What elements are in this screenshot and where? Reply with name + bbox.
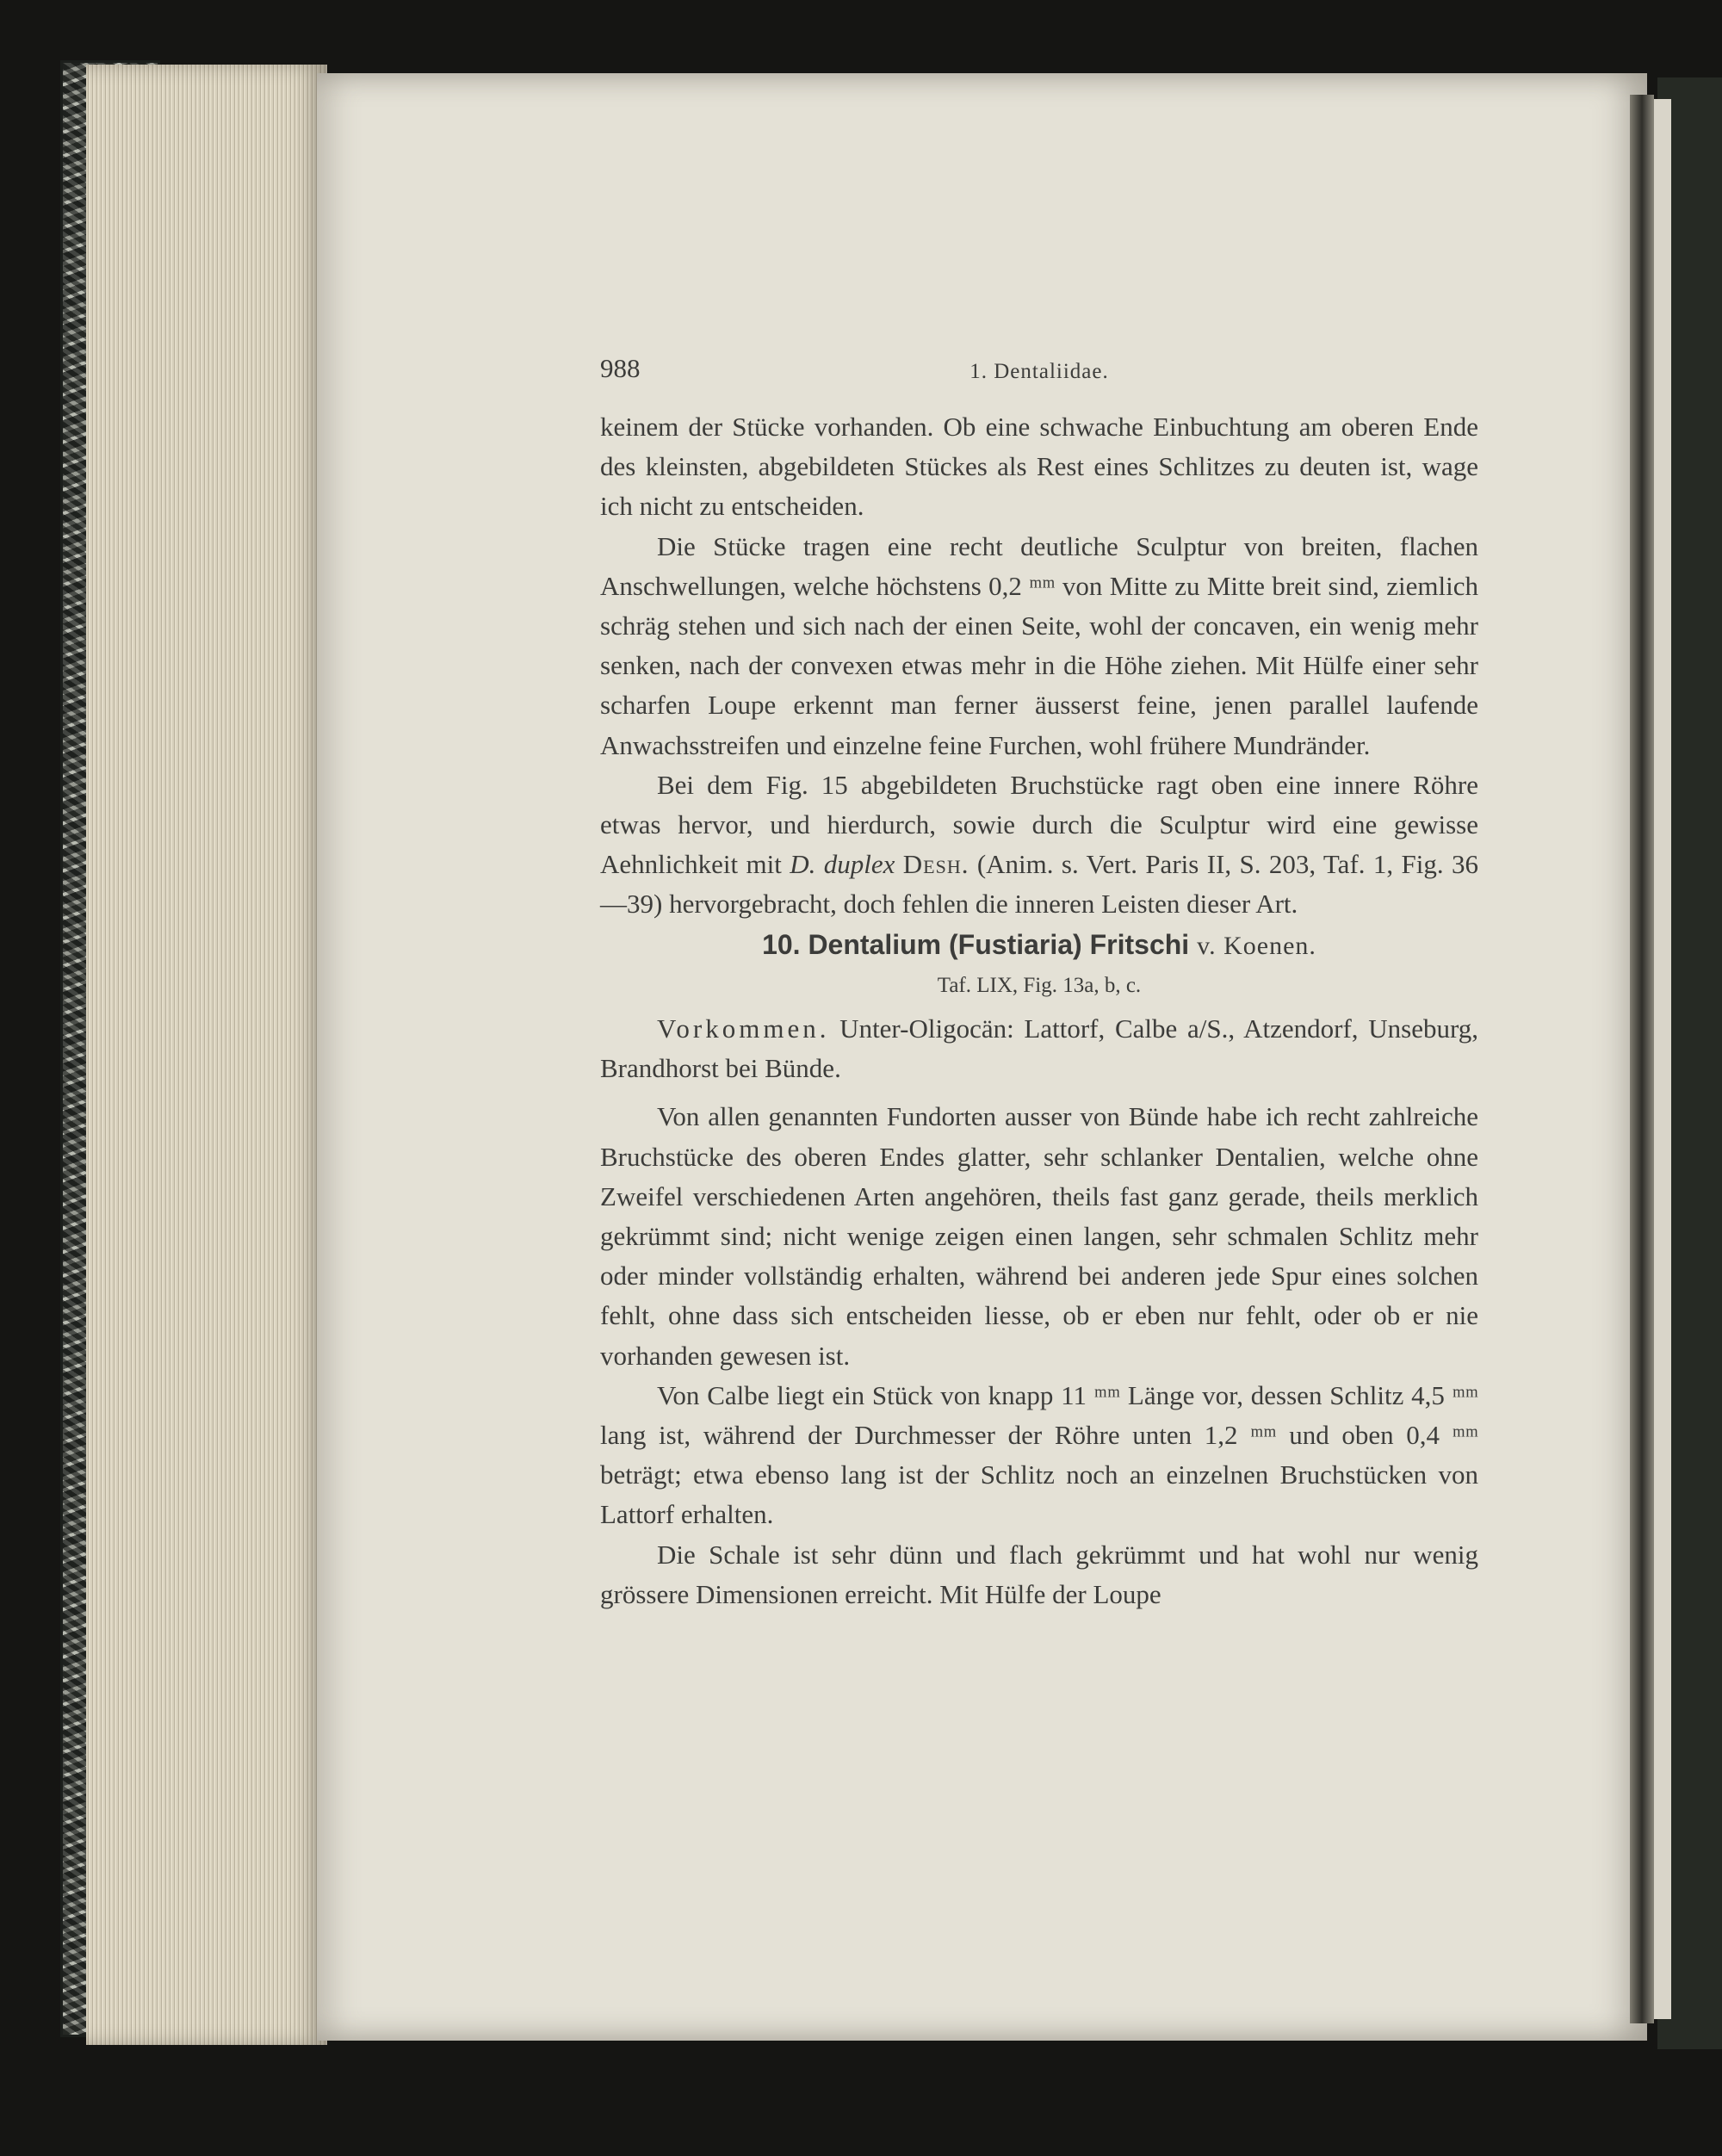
occurrence-text: Unter-Oligocän: Lattorf, Calbe a/S., Atzendorf, Unseburg, Brandhorst bei Bünde.	[600, 1013, 1478, 1084]
book-gutter	[1630, 95, 1654, 2023]
species-name-italic: D. duplex	[790, 849, 895, 880]
page-text	[600, 349, 1478, 1614]
paragraph: Die Schale ist sehr dünn und flach gekrümmt und hat wohl nur wenig grössere Dimensionen erreicht. Mit Hülfe der Loupe	[600, 1539, 1478, 1609]
paragraph-text: Bei dem Fig. 15 abgebildeten Bruchstücke ragt oben eine innere Röhre etwas hervor, und hierdurch, sowie durch die Sculptur wird eine gewisse Aehnlichkeit mit	[600, 769, 1478, 880]
species-heading	[600, 925, 1478, 966]
paragraph-fig15	[600, 765, 1478, 925]
facing-page-edge	[1654, 99, 1671, 2019]
page-number: 988	[600, 353, 641, 383]
species-author: v. Koenen.	[1197, 931, 1316, 960]
plate-reference: Taf. LIX, Fig. 13a, b, c.	[937, 973, 1142, 997]
running-title: 1. Dentaliidae.	[969, 360, 1109, 383]
paragraph: Die Stücke tragen eine recht deutliche Sculptur von breiten, flachen Anschwellungen, welche höchstens 0,2 ᵐᵐ von Mitte zu Mitte breit sind, ziemlich schräg stehen und sich nach der einen Seite, wohl der concaven, ein wenig mehr senken, nach der convexen etwas mehr in die Höhe ziehen. Mit Hülfe einer sehr scharfen Loupe erkennt man ferner äusserst feine, jenen parallel laufende Anwachsstreifen und einzelne feine Furchen, wohl frühere Mundränder.	[600, 530, 1478, 760]
paragraph: keinem der Stücke vorhanden. Ob eine schwache Einbuchtung am oberen Ende des kleinsten, abgebildeten Stückes als Rest eines Schlitzes zu deuten ist, wage ich nicht zu entscheiden.	[600, 412, 1478, 522]
occurrence-paragraph	[600, 1009, 1478, 1088]
paragraph: Von Calbe liegt ein Stück von knapp 11 ᵐᵐ Länge vor, dessen Schlitz 4,5 ᵐᵐ lang ist, während der Durchmesser der Röhre unten 1,2 ᵐᵐ und oben 0,4 ᵐᵐ beträgt; etwa ebenso lang ist der Schlitz noch an einzelnen Bruchstücken von Lattorf erhalten.	[600, 1379, 1478, 1530]
page-header	[600, 349, 1478, 388]
paragraph-text: (Anim. s. Vert. Paris II, S. 203, Taf. 1, Fig. 36—39) hervorgebracht, doch fehlen die inneren Leisten dieser Art.	[600, 849, 1478, 920]
author-name: Desh.	[902, 849, 969, 880]
occurrence-label: Vorkommen.	[657, 1013, 830, 1044]
page-edges	[86, 65, 327, 2045]
paragraph: Von allen genannten Fundorten ausser von Bünde habe ich recht zahlreiche Bruchstücke des oberen Endes glatter, sehr schlanker Dentalien, welche ohne Zweifel verschiedenen Arten angehören, theils fast ganz gerade, theils merklich gekrümmt sind; nicht wenige zeigen einen langen, sehr schmalen Schlitz mehr oder minder vollständig erhalten, während bei anderen jede Spur eines solchen fehlt, ohne dass sich entscheiden liesse, ob er eben nur fehlt, oder ob er nie vorhanden gewesen ist.	[600, 1101, 1478, 1371]
species-title: 10. Dentalium (Fustiaria) Fritschi	[762, 928, 1190, 960]
